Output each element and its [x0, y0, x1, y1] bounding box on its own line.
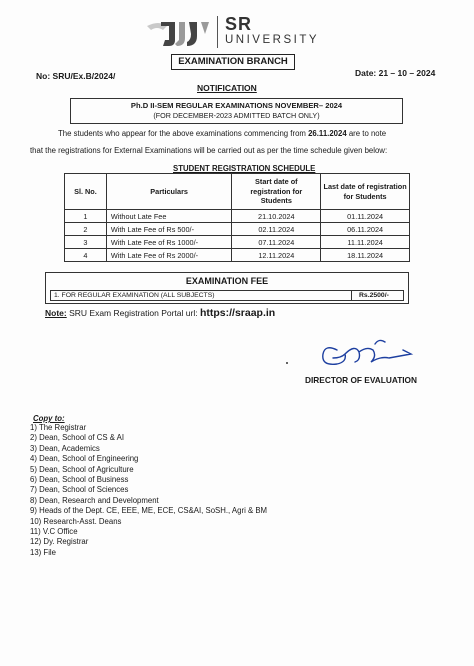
stray-mark — [286, 362, 288, 364]
header-last-date: Last date of registration for Students — [321, 174, 410, 210]
exam-subtitle: (FOR DECEMBER-2023 ADMITTED BATCH ONLY) — [153, 111, 320, 120]
table-row: 3 With Late Fee of Rs 1000/- 07.11.2024 11.11.2024 — [65, 236, 410, 249]
list-item: 1) The Registrar — [30, 423, 87, 432]
table-header-row — [65, 174, 410, 210]
logo-divider — [217, 16, 218, 48]
table-row: 1 Without Late Fee 21.10.2024 01.11.2024 — [65, 210, 410, 223]
list-item: 9) Heads of the Dept. CE, EEE, ME, ECE, CS&AI, SoSH., Agri & BM — [30, 506, 268, 516]
list-item: 8) Dean, Research and Development — [30, 495, 159, 505]
registration-schedule-table — [64, 173, 410, 262]
header-sl-no: Sl. No. — [65, 174, 107, 210]
copy-to-heading: Copy to: — [33, 414, 65, 423]
table-row: 2 With Late Fee of Rs 500/- 02.11.2024 06.11.2024 — [65, 223, 410, 236]
reference-number: No: SRU/Ex.B/2024/ — [36, 71, 116, 81]
list-item: 2) Dean, School of CS & AI — [30, 433, 125, 443]
list-item: 12) Dy. Registrar — [30, 537, 89, 547]
fee-item: 1. FOR REGULAR EXAMINATION (ALL SUBJECTS) — [54, 292, 215, 299]
note-label: Note: — [45, 308, 67, 318]
list-item: 6) Dean, School of Business — [30, 474, 129, 484]
examination-fee-box — [45, 272, 409, 304]
table-row: 4 With Late Fee of Rs 2000/- 12.11.2024 18.11.2024 — [65, 249, 410, 262]
header-particulars: Particulars — [106, 174, 232, 210]
university-logo — [145, 14, 335, 50]
fee-title: EXAMINATION FEE — [185, 276, 269, 286]
fee-amount: Rs.2500/- — [359, 292, 389, 299]
notification-heading: NOTIFICATION — [197, 83, 257, 93]
header-start-date: Start date of registration for Students — [232, 174, 321, 210]
sr-university-logo-icon — [145, 16, 213, 48]
list-item: 4) Dean, School of Engineering — [30, 454, 139, 464]
director-signature — [315, 336, 425, 374]
director-title: DIRECTOR OF EVALUATION — [305, 375, 418, 385]
list-item: 7) Dean, School of Sciences — [30, 485, 129, 495]
copy-to-list — [30, 423, 267, 558]
exam-title: Ph.D II-SEM REGULAR EXAMINATIONS NOVEMBER– 2024 — [130, 101, 343, 110]
intro-paragraph-line2: that the registrations for External Examinations will be carried out as per the time schedule given below: — [30, 146, 388, 155]
commencement-date: 26.11.2024 — [308, 129, 347, 138]
note-text: SRU Exam Registration Portal url: — [66, 308, 200, 318]
list-item: 10) Research-Asst. Deans — [30, 516, 122, 526]
exam-title-box — [70, 98, 403, 124]
examination-branch-heading: EXAMINATION BRANCH — [171, 54, 295, 70]
logo-text-university: UNIVERSITY — [225, 34, 320, 46]
portal-url-link[interactable]: https://sraap.in — [199, 307, 276, 319]
list-item: 11) V.C Office — [30, 526, 78, 536]
intro-paragraph-line1: The students who appear for the above examinations commencing from 26.11.2024 are to note — [58, 129, 387, 138]
list-item: 3) Dean, Academics — [30, 443, 100, 453]
document-date: Date: 21 – 10 – 2024 — [355, 68, 436, 78]
fee-divider — [351, 291, 352, 300]
logo-text-sr: SR — [225, 14, 253, 34]
list-item: 13) File — [30, 547, 56, 557]
schedule-title: STUDENT REGISTRATION SCHEDULE — [173, 164, 316, 173]
fee-row — [50, 290, 404, 301]
portal-note — [45, 307, 275, 319]
list-item: 5) Dean, School of Agriculture — [30, 464, 134, 474]
